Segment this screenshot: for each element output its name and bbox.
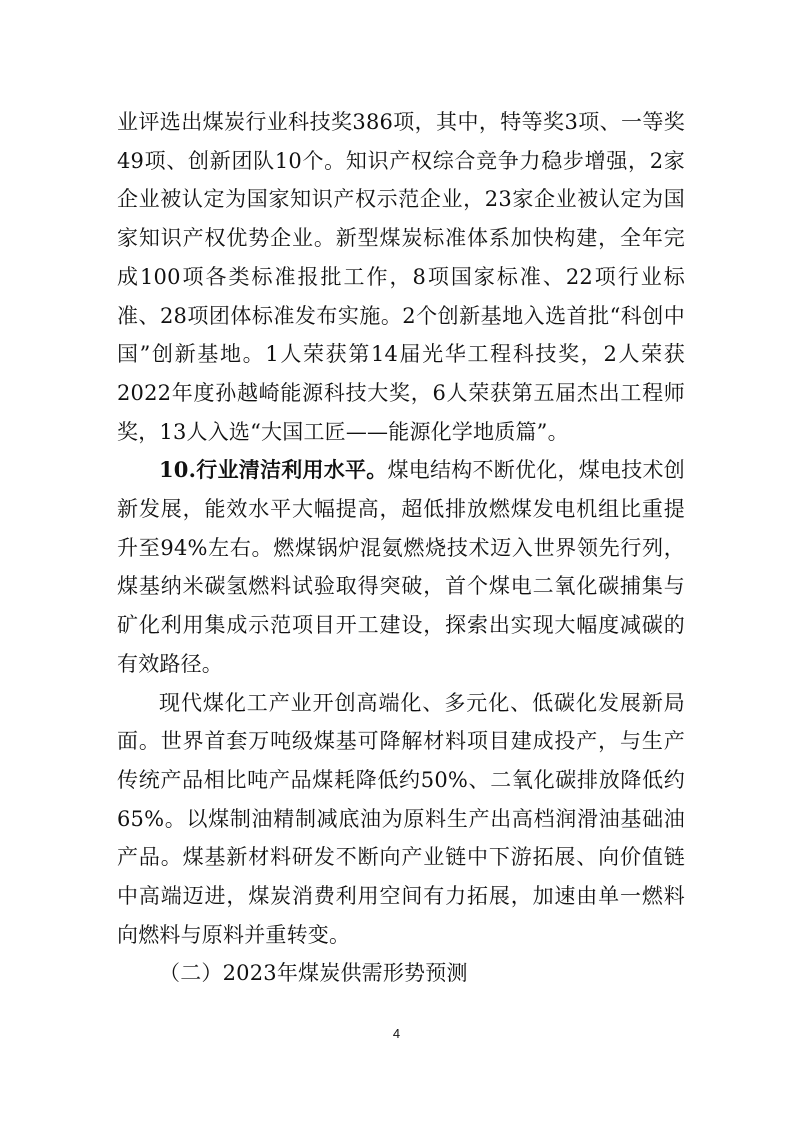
paragraph-awards [117, 103, 685, 451]
paragraph-text: 现代煤化工产业开创高端化、多元化、低碳化发展新局面。世界首套万吨级煤基可降解材料项目建成投产，与生产传统产品相比吨产品煤耗降低约50%、二氧化碳排放降低约65%。以煤制油精制减底油为原料生产出高档润滑油基础油产品。煤基新材料研发不断向产业链中下游拓展、向价值链中高端迈进，煤炭消费利用空间有力拓展，加速由单一燃料向燃料与原料并重转变。 [117, 690, 685, 947]
section-heading: （二）2023年煤炭供需形势预测 [159, 961, 468, 986]
paragraph-coal-chemical [117, 684, 685, 955]
body-text [117, 103, 685, 993]
paragraph-lead: 10.行业清洁利用水平。 [159, 457, 388, 483]
paragraph-text: 煤电结构不断优化，煤电技术创新发展，能效水平大幅提高，超低排放燃煤发电机组比重提升至94%左右。燃煤锅炉混氨燃烧技术迈入世界领先行列，煤基纳米碳氢燃料试验取得突破，首个煤电二氧化碳捕集与矿化利用集成示范项目开工建设，探索出实现大幅度减碳的有效路径。 [117, 458, 685, 676]
paragraph-clean-utilization [117, 451, 685, 683]
page-number: 4 [392, 1026, 401, 1041]
paragraph-text: 业评选出煤炭行业科技奖386项，其中，特等奖3项、一等奖49项、创新团队10个。知识产权综合竞争力稳步增强，2家企业被认定为国家知识产权示范企业，23家企业被认定为国家知识产权优势企业。新型煤炭标准体系加快构建，全年完成100项各类标准报批工作，8项国家标准、22项行业标准、28项团体标准发布实施。2个创新基地入选首批“科创中国”创新基地。1人荣获第14届光华工程科技奖，2人荣获2022年度孙越崎能源科技大奖，6人荣获第五届杰出工程师奖，13人入选“大国工匠——能源化学地质篇”。 [117, 110, 685, 444]
